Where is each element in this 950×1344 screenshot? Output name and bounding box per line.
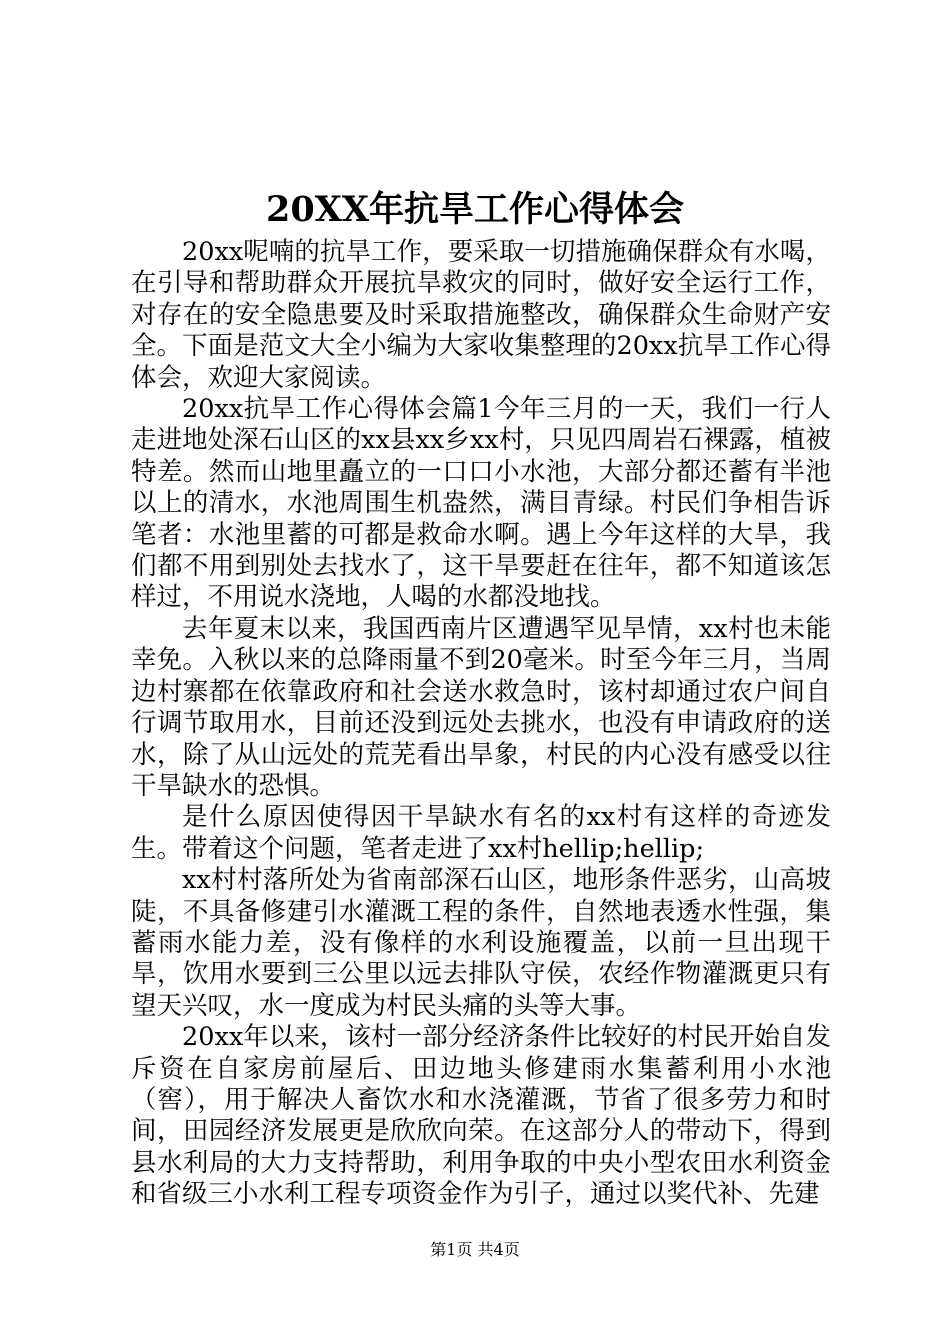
paragraph: 20xx年以来，该村一部分经济条件比较好的村民开始自发斥资在自家房前屋后、田边地头修建雨水集蓄利用小水池（窖），用于解决人畜饮水和水浇灌溉，节省了很多劳力和时间，田园经济发展更是欣欣向荣。在这部分人的带动下，得到县水利局的大力支持帮助，利用争取的中央小型农田水利资金和省级三小水利工程专项资金作为引子，通过以奖代补、先建 — [131, 1022, 831, 1210]
paragraph: 20xx抗旱工作心得体会篇1今年三月的一天，我们一行人走进地处深石山区的xx县xx乡xx村，只见四周岩石裸露，植被特差。然而山地里矗立的一口口小水池，大部分都还蓄有半池以上的清水，水池周围生机盎然，满目青绿。村民们争相告诉笔者：水池里蓄的可都是救命水啊。遇上今年这样的大旱，我们都不用到别处去找水了，这干旱要赶在往年，都不知道该怎样过，不用说水浇地，人喝的水都没地找。 — [131, 394, 831, 613]
paragraph: 是什么原因使得因干旱缺水有名的xx村有这样的奇迹发生。带着这个问题，笔者走进了xx村hellip;hellip; — [131, 802, 831, 864]
document-body — [131, 237, 831, 1211]
paragraph: 去年夏末以来，我国西南片区遭遇罕见旱情，xx村也未能幸免。入秋以来的总降雨量不到20毫米。时至今年三月，当周边村寨都在依靠政府和社会送水救急时，该村却通过农户间自行调节取用水，目前还没到远处去挑水，也没有申请政府的送水，除了从山远处的荒芜看出旱象，村民的内心没有感受以往干旱缺水的恐惧。 — [131, 613, 831, 801]
document-title: 20XX年抗旱工作心得体会 — [265, 189, 685, 230]
paragraph: xx村村落所处为省南部深石山区，地形条件恶劣，山高坡陡，不具备修建引水灌溉工程的条件，自然地表透水性强，集蓄雨水能力差，没有像样的水利设施覆盖，以前一旦出现干旱，饮用水要到三公里以远去排队守侯，农经作物灌溉更只有望天兴叹，水一度成为村民头痛的头等大事。 — [131, 865, 831, 1021]
page-number-footer: 第1页 共4页 — [430, 1240, 520, 1259]
paragraph: 20xx呢喃的抗旱工作，要采取一切措施确保群众有水喝，在引导和帮助群众开展抗旱救灾的同时，做好安全运行工作，对存在的安全隐患要及时采取措施整改，确保群众生命财产安全。下面是范文大全小编为大家收集整理的20xx抗旱工作心得体会，欢迎大家阅读。 — [131, 237, 831, 393]
